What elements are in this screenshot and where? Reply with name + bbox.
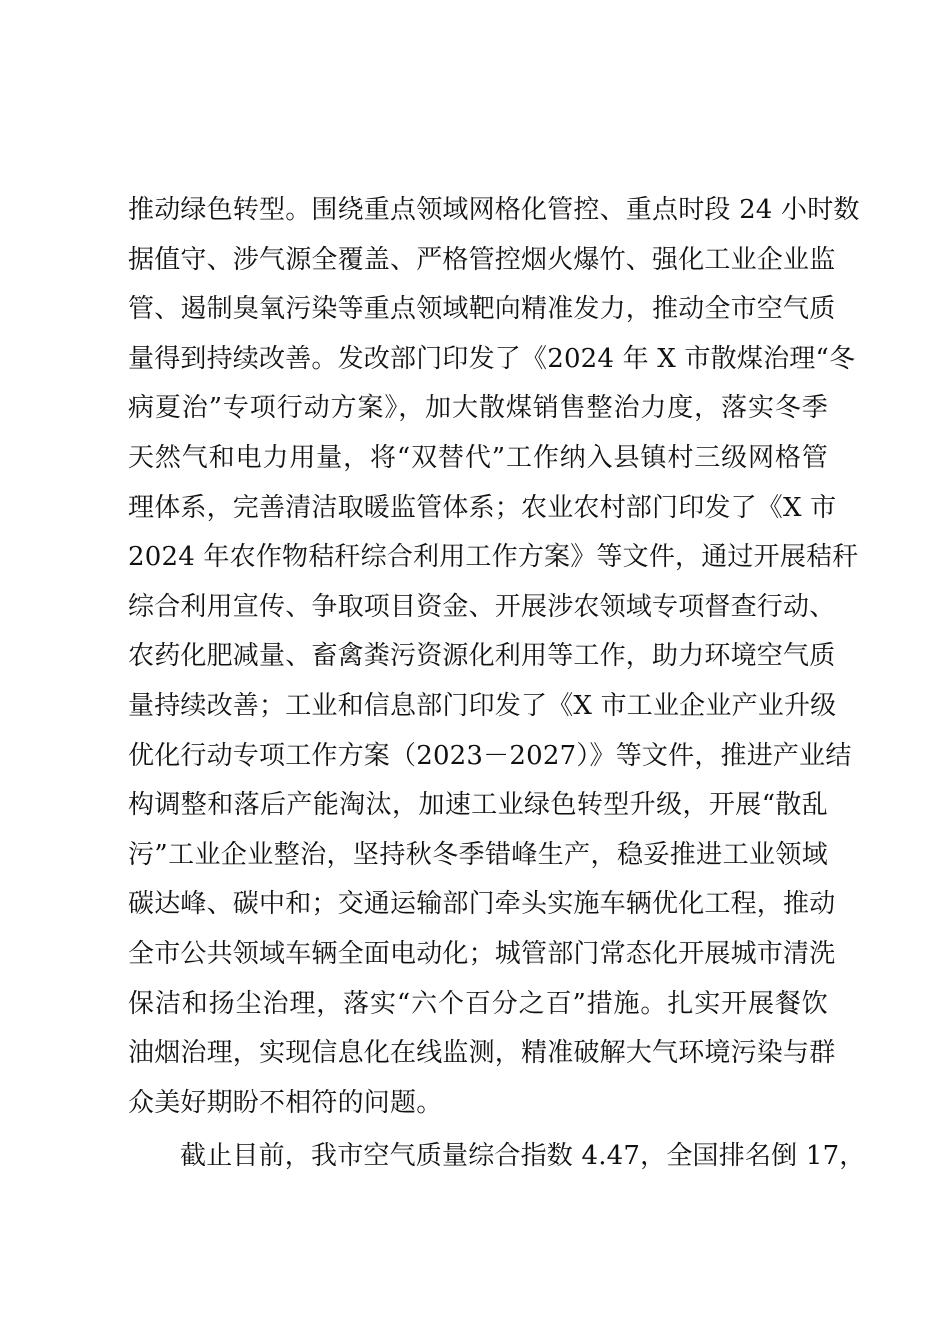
text-line: 病夏治”专项行动方案》，加大散煤销售整治力度，落实冬季 [128,393,828,424]
text-line: 污”工业企业整治，坚持秋冬季错峰生产，稳妥推进工业领域 [128,839,828,870]
text-line: 保洁和扬尘治理，落实“六个百分之百”措施。扎实开展餐饮 [128,988,828,1019]
text-line: 碳达峰、碳中和；交通运输部门牵头实施车辆优化工程，推动 [128,889,836,920]
text-line: 全市公共领域车辆全面电动化；城管部门常态化开展城市清洗 [128,938,836,969]
text-line: 量得到持续改善。发改部门印发了《2024 年 X 市散煤治理“冬 [128,343,856,374]
text-line: 油烟治理，实现信息化在线监测，精准破解大气环境污染与群 [128,1038,836,1069]
document-body [128,186,866,1182]
paragraph [128,1132,866,1182]
text-line: 截止目前，我市空气质量综合指数 4.47，全国排名倒 17， [180,1141,866,1172]
text-line: 据值守、涉气源全覆盖、严格管控烟火爆竹、强化工业企业监 [128,244,836,275]
text-line: 构调整和落后产能淘汰，加速工业绿色转型升级，开展“散乱 [128,790,828,821]
text-line: 天然气和电力用量，将“双替代”工作纳入县镇村三级网格管 [128,442,828,473]
paragraph [128,186,860,1128]
text-line: 综合利用宣传、争取项目资金、开展涉农领域专项督查行动、 [128,591,836,622]
text-line: 优化行动专项工作方案（2023－2027）》等文件，推进产业结 [128,740,852,771]
text-line: 理体系，完善清洁取暖监管体系；农业农村部门印发了《X 市 [128,492,837,523]
text-line: 众美好期盼不相符的问题。 [128,1087,443,1118]
text-line: 推动绿色转型。围绕重点领域网格化管控、重点时段 24 小时数 [128,195,860,225]
text-line: 量持续改善；工业和信息部门印发了《X 市工业企业产业升级 [128,690,837,721]
text-line: 管、遏制臭氧污染等重点领域靶向精准发力，推动全市空气质 [128,294,836,325]
text-line: 2024 年农作物秸秆综合利用工作方案》等文件，通过开展秸秆 [128,542,859,573]
text-line: 农药化肥减量、畜禽粪污资源化利用等工作，助力环境空气质 [128,641,836,672]
